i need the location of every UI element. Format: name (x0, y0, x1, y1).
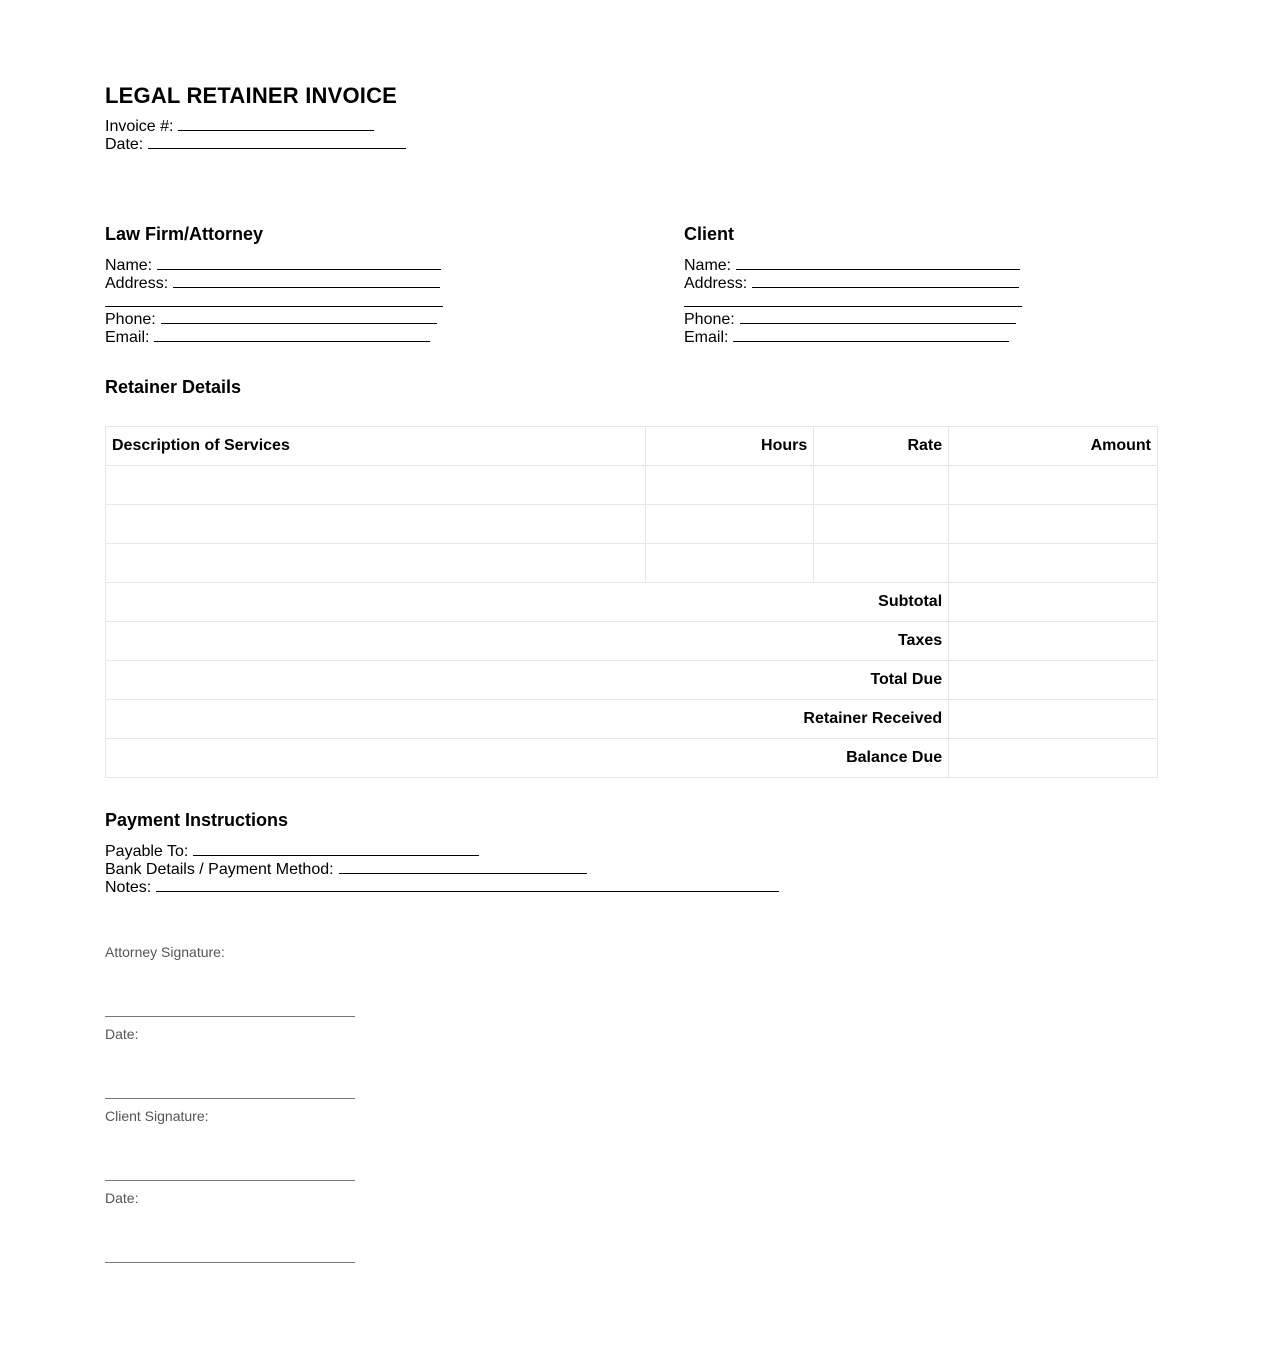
client-address-line2[interactable] (684, 306, 1022, 307)
total-due-value[interactable] (949, 661, 1158, 700)
cell[interactable] (646, 544, 814, 583)
cell[interactable] (949, 466, 1158, 505)
balance-due-label: Balance Due (106, 739, 949, 778)
label: Name: (105, 257, 153, 274)
invoice-number-field[interactable] (105, 116, 374, 136)
label: Address: (684, 275, 748, 292)
payment-heading: Payment Instructions (105, 810, 289, 830)
subtotal-row (106, 583, 1158, 622)
taxes-label: Taxes (106, 622, 949, 661)
table-row (106, 544, 1158, 583)
attorney-date-label: Date: (105, 1026, 139, 1042)
attorney-signature-label: Attorney Signature: (105, 944, 225, 960)
retainer-heading: Retainer Details (105, 377, 242, 397)
cell[interactable] (646, 505, 814, 544)
label: Bank Details / Payment Method: (105, 861, 334, 878)
client-name-field[interactable] (684, 255, 1020, 275)
total-due-row (106, 661, 1158, 700)
retainer-received-row (106, 700, 1158, 739)
table-row (106, 466, 1158, 505)
invoice-date-field[interactable] (105, 134, 406, 154)
bank-details-field[interactable] (105, 859, 587, 879)
label: Phone: (105, 311, 156, 328)
retainer-received-label: Retainer Received (106, 700, 949, 739)
cell[interactable] (949, 505, 1158, 544)
cell[interactable] (814, 544, 949, 583)
cell[interactable] (814, 466, 949, 505)
cell[interactable] (814, 505, 949, 544)
label: Email: (105, 329, 150, 346)
invoice-number-label: Invoice #: (105, 118, 174, 135)
label: Payable To: (105, 843, 189, 860)
firm-address-line2[interactable] (105, 306, 443, 307)
col-hours: Hours (646, 427, 814, 466)
client-email-field[interactable] (684, 327, 1009, 347)
col-rate: Rate (814, 427, 949, 466)
table-row (106, 505, 1158, 544)
payable-to-field[interactable] (105, 841, 479, 861)
balance-due-row (106, 739, 1158, 778)
taxes-row (106, 622, 1158, 661)
client-signature-label: Client Signature: (105, 1108, 209, 1124)
retainer-received-value[interactable] (949, 700, 1158, 739)
label: Email: (684, 329, 729, 346)
label: Phone: (684, 311, 735, 328)
col-amount: Amount (949, 427, 1158, 466)
client-heading: Client (684, 224, 735, 244)
cell[interactable] (106, 466, 646, 505)
col-description: Description of Services (106, 427, 646, 466)
attorney-date-line[interactable] (105, 1098, 355, 1099)
client-date-label: Date: (105, 1190, 139, 1206)
table-header (106, 427, 1158, 466)
subtotal-value[interactable] (949, 583, 1158, 622)
firm-phone-field[interactable] (105, 309, 437, 329)
notes-field[interactable] (105, 877, 779, 897)
cell[interactable] (646, 466, 814, 505)
label: Name: (684, 257, 732, 274)
firm-email-field[interactable] (105, 327, 430, 347)
cell[interactable] (106, 544, 646, 583)
label: Address: (105, 275, 169, 292)
page-title: LEGAL RETAINER INVOICE (105, 83, 398, 108)
client-phone-field[interactable] (684, 309, 1016, 329)
firm-name-field[interactable] (105, 255, 441, 275)
subtotal-label: Subtotal (106, 583, 949, 622)
total-due-label: Total Due (106, 661, 949, 700)
firm-address-field[interactable] (105, 273, 440, 293)
balance-due-value[interactable] (949, 739, 1158, 778)
retainer-table (105, 426, 1158, 778)
attorney-signature-line[interactable] (105, 1016, 355, 1017)
label: Notes: (105, 879, 152, 896)
client-date-line[interactable] (105, 1262, 355, 1263)
firm-heading: Law Firm/Attorney (105, 224, 264, 244)
client-address-field[interactable] (684, 273, 1019, 293)
taxes-value[interactable] (949, 622, 1158, 661)
invoice-date-label: Date: (105, 136, 144, 153)
cell[interactable] (106, 505, 646, 544)
client-signature-line[interactable] (105, 1180, 355, 1181)
cell[interactable] (949, 544, 1158, 583)
